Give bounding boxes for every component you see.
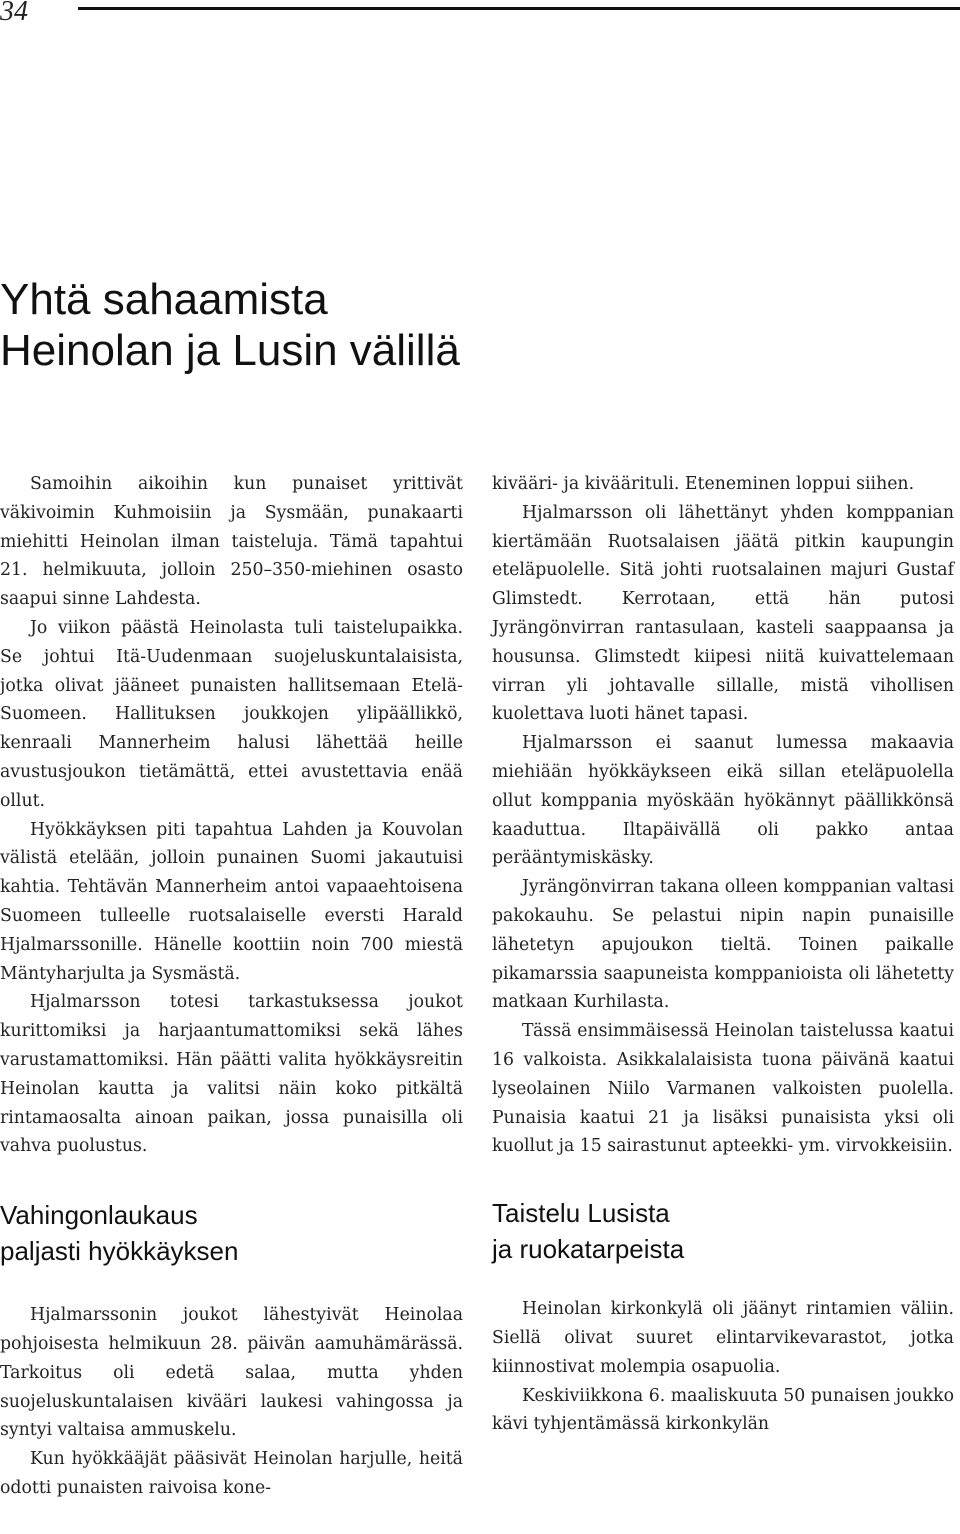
paragraph: Jo viikon päästä Heinolasta tuli taistelupaikka. Se johtui Itä-Uudenmaan suojeluskuntalaisista, jotka olivat jääneet punaisten hallitsemaan Etelä-Suomeen. Hallituksen joukkojen ylipäällikkö, kenraali Mannerheim halusi lähettää heille avustusjoukon tietämättä, ettei avustettavia enää ollut. [0, 617, 463, 811]
title-line-2: Heinolan ja Lusin välillä [0, 326, 460, 375]
section-heading-line-1: Vahingonlaukaus [0, 1200, 198, 1231]
article-title [0, 274, 700, 376]
paragraph: Hjalmarsson totesi tarkastuksessa joukot kurittomiksi ja harjaantumattomiksi sekä lähes varustamattomiksi. Hän päätti valita hyökkäysreitin Heinolan kautta ja valitsi näin koko pitkältä rintamaosalta ainoan paikan, jossa punaisilla oli vahva puolustus. [0, 992, 463, 1157]
header-rule [78, 7, 960, 10]
paragraph: Keskiviikkona 6. maaliskuuta 50 punaisen joukko kävi tyhjentämässä kirkonkylän [492, 1385, 954, 1435]
title-line-1: Yhtä sahaamista [0, 275, 328, 324]
paragraph: Hjalmarsson oli lähettänyt yhden komppanian kiertämään Ruotsalaisen jäätä pitkin kaupungin eteläpuolelle. Sitä johti ruotsalainen majuri Gustaf Glimstedt. Kerrotaan, että hän putosi Jyrängönvirran rantasulaan, kasteli saappaansa ja housunsa. Glimstedt kiipesi niitä kuivattelemaan virran yli johtavalle sillalle, mistä vihollisen kuolettava luoti hänet tapasi. [492, 502, 954, 725]
section-heading-line-2: ja ruokatarpeista [492, 1234, 685, 1265]
paragraph: Hjalmarsson ei saanut lumessa makaavia miehiään hyökkäykseen eikä sillan eteläpuolella ollut komppania myöskään hyökännyt päällikkönsä kaaduttua. Iltapäivällä oli pakko antaa perääntymiskäsky. [492, 733, 954, 869]
paragraph: Tässä ensimmäisessä Heinolan taistelussa kaatui 16 valkoista. Asikkalalaisista tuona päivänä kaatui lyseolainen Niilo Varmanen valkoisten puolella. Punaisia kaatui 21 ja lisäksi punaisista yksi oli kuollut ja 15 sairastunut apteekki- ym. virvokkeisiin. [492, 1021, 954, 1157]
paragraph: Heinolan kirkonkylä oli jäänyt rintamien väliin. Siellä olivat suuret elintarvikevarastot, jotka kiinnostivat molempia osapuolia. [492, 1299, 954, 1377]
section-heading-line-2: paljasti hyökkäyksen [0, 1236, 239, 1267]
paragraph: Kun hyökkääjät pääsivät Heinolan harjulle, heitä odotti punaisten raivoisa kone- [0, 1449, 463, 1498]
section-heading [0, 1197, 463, 1269]
left-column [0, 470, 463, 1503]
section-heading [492, 1195, 954, 1267]
page-number: 34 [0, 0, 28, 27]
paragraph: Jyrängönvirran takana olleen komppanian valtasi pakokauhu. Se pelastui nipin napin punaisille lähetetyn apujoukon tieltä. Toinen paikalle pikamarssia saapuneista komppanioista oli lähetetty matkaan Kurhilasta. [492, 877, 954, 1013]
paragraph: Hyökkäyksen piti tapahtua Lahden ja Kouvolan välistä etelään, jolloin punainen Suomi jakautuisi kahtia. Tehtävän Mannerheim antoi vapaaehtoisena Suomeen tulleelle ruotsalaiselle eversti Harald Hjalmarssonille. Hänelle koottiin noin 700 miestä Mäntyharjulta ja Sysmästä. [0, 819, 463, 984]
paragraph: Hjalmarssonin joukot lähestyivät Heinolaa pohjoisesta helmikuun 28. päivän aamuhämärässä. Tarkoitus oli edetä salaa, mutta yhden suojeluskuntalaisen kivääri laukesi vahingossa ja syntyi valtaisa ammuskelu. [0, 1305, 463, 1441]
right-column [492, 470, 954, 1439]
paragraph-continuation: kivääri- ja kiväärituli. Eteneminen loppui siihen. [492, 474, 915, 494]
paragraph: Samoihin aikoihin kun punaiset yrittivät väkivoimin Kuhmoisiin ja Sysmään, punakaarti miehitti Heinolan ilman taisteluja. Tämä tapahtui 21. helmikuuta, jolloin 250–350-miehinen osasto saapui sinne Lahdesta. [0, 474, 463, 610]
section-heading-line-1: Taistelu Lusista [492, 1198, 670, 1229]
